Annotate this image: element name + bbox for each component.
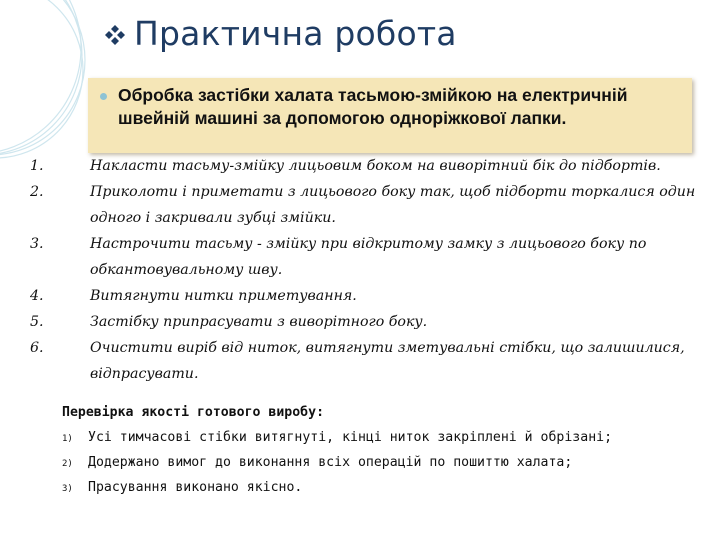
page-title: Практична робота [134, 14, 457, 53]
list-item [62, 426, 702, 451]
quality-list [62, 426, 702, 501]
list-item [28, 231, 708, 283]
item-number: 3) [62, 484, 73, 494]
item-text: Усі тимчасові стібки витягнуті, кінці ниток закріплені й обрізані; [88, 430, 613, 445]
step-number: 6. [30, 340, 44, 356]
list-item [28, 283, 708, 309]
item-number: 1) [62, 434, 73, 444]
subtitle-text: Обробка застібки халата тасьмою-змійкою на електричній швейній машині за допомогою одноріжкової лапки. [118, 85, 628, 128]
step-text: Витягнути нитки приметування. [90, 288, 357, 304]
list-item [28, 335, 708, 387]
list-item [62, 451, 702, 476]
step-text: Накласти тасьму-змійку лицьовим боком на виворітний бік до підбортів. [90, 158, 661, 174]
list-item [28, 153, 708, 179]
item-text: Прасування виконано якісно. [88, 480, 303, 495]
step-text: Приколоти і приметати з лицьового боку так, щоб підборти торкалися один одного і закривали зубці змійки. [90, 184, 696, 226]
quality-check-section [62, 402, 702, 501]
list-item [62, 476, 702, 501]
step-number: 3. [30, 236, 44, 252]
item-number: 2) [62, 459, 73, 469]
step-text: Застібку припрасувати з виворітного боку. [90, 314, 428, 330]
list-item [28, 179, 708, 231]
step-number: 5. [30, 314, 44, 330]
step-number: 4. [30, 288, 44, 304]
quality-heading: Перевірка якості готового виробу: [62, 405, 325, 420]
steps-list [28, 153, 708, 387]
step-text: Очистити виріб від ниток, витягнути зметувальні стібки, що залишилися, відпрасувати. [90, 340, 685, 382]
step-number: 1. [30, 158, 44, 174]
diamond-bullet-icon [104, 24, 126, 46]
round-bullet-icon [100, 93, 107, 100]
item-text: Додержано вимог до виконання всіх операцій по пошиттю халата; [88, 455, 573, 470]
step-text: Настрочити тасьму - змійку при відкритому замку з лицьового боку по обкантовувальному шву. [90, 236, 647, 278]
title-block [104, 14, 457, 53]
list-item [28, 309, 708, 335]
step-number: 2. [30, 184, 44, 200]
